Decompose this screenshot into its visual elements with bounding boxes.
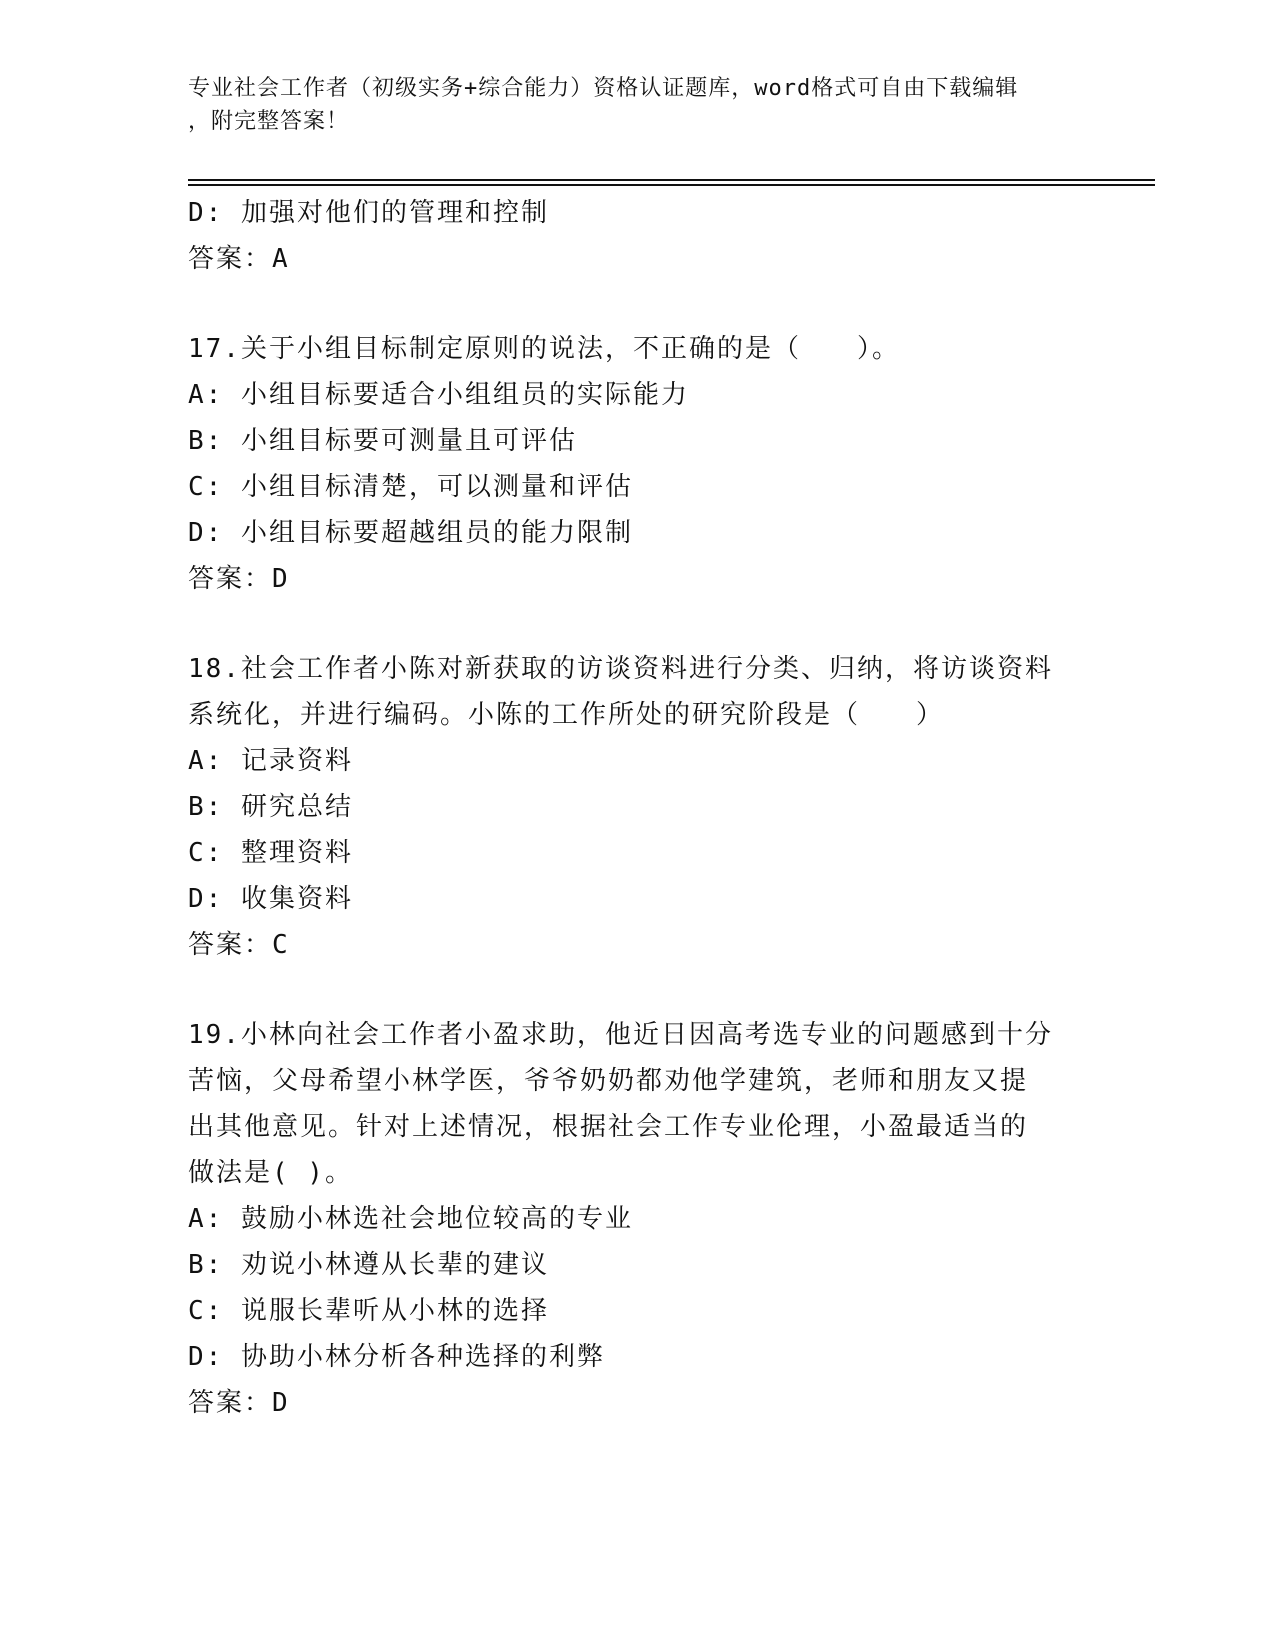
- document-header: [188, 72, 1088, 138]
- header-divider-top: [188, 179, 1155, 181]
- option-c: C: 小组目标清楚，可以测量和评估: [188, 472, 633, 502]
- question-17: [188, 326, 1088, 602]
- header-title-line1: 专业社会工作者（初级实务+综合能力）资格认证题库，word格式可自由下载编辑: [188, 76, 1019, 101]
- question-stem: 17.关于小组目标制定原则的说法，不正确的是（ ）。: [188, 334, 900, 364]
- question-stem-line: 18.社会工作者小陈对新获取的访谈资料进行分类、归纳，将访谈资料: [188, 654, 1053, 684]
- option-c: C: 整理资料: [188, 838, 353, 868]
- option-a: A: 记录资料: [188, 746, 353, 776]
- question-19: [188, 1012, 1088, 1426]
- option-d: D: 协助小林分析各种选择的利弊: [188, 1342, 605, 1372]
- question-stem-line: 做法是( )。: [188, 1158, 353, 1188]
- question-stem-line: 19.小林向社会工作者小盈求助，他近日因高考选专业的问题感到十分: [188, 1020, 1053, 1050]
- question-answer: 答案：D: [188, 1388, 290, 1418]
- question-answer: 答案：D: [188, 564, 290, 594]
- question-stem-line: 出其他意见。针对上述情况，根据社会工作专业伦理，小盈最适当的: [188, 1112, 1029, 1142]
- option-a: A: 鼓励小林选社会地位较高的专业: [188, 1204, 633, 1234]
- option-b: B: 小组目标要可测量且可评估: [188, 426, 577, 456]
- question-stem-line: 苦恼，父母希望小林学医，爷爷奶奶都劝他学建筑，老师和朋友又提: [188, 1066, 1029, 1096]
- option-a: A: 小组目标要适合小组组员的实际能力: [188, 380, 689, 410]
- question-stem-line: 系统化，并进行编码。小陈的工作所处的研究阶段是（ ）: [188, 700, 945, 730]
- option-d: D: 收集资料: [188, 884, 353, 914]
- question-answer: 答案：C: [188, 930, 290, 960]
- option-b: B: 劝说小林遵从长辈的建议: [188, 1250, 549, 1280]
- prev-question-option-d: D: 加强对他们的管理和控制: [188, 198, 549, 228]
- option-d: D: 小组目标要超越组员的能力限制: [188, 518, 633, 548]
- option-b: B: 研究总结: [188, 792, 353, 822]
- question-content: [188, 190, 1088, 1426]
- spacer: [188, 602, 1088, 646]
- spacer: [188, 282, 1088, 326]
- header-title-line2: ，附完整答案！: [188, 109, 350, 134]
- spacer: [188, 968, 1088, 1012]
- question-18: [188, 646, 1088, 968]
- header-divider-bottom: [188, 184, 1155, 186]
- option-c: C: 说服长辈听从小林的选择: [188, 1296, 549, 1326]
- prev-question-answer: 答案：A: [188, 244, 290, 274]
